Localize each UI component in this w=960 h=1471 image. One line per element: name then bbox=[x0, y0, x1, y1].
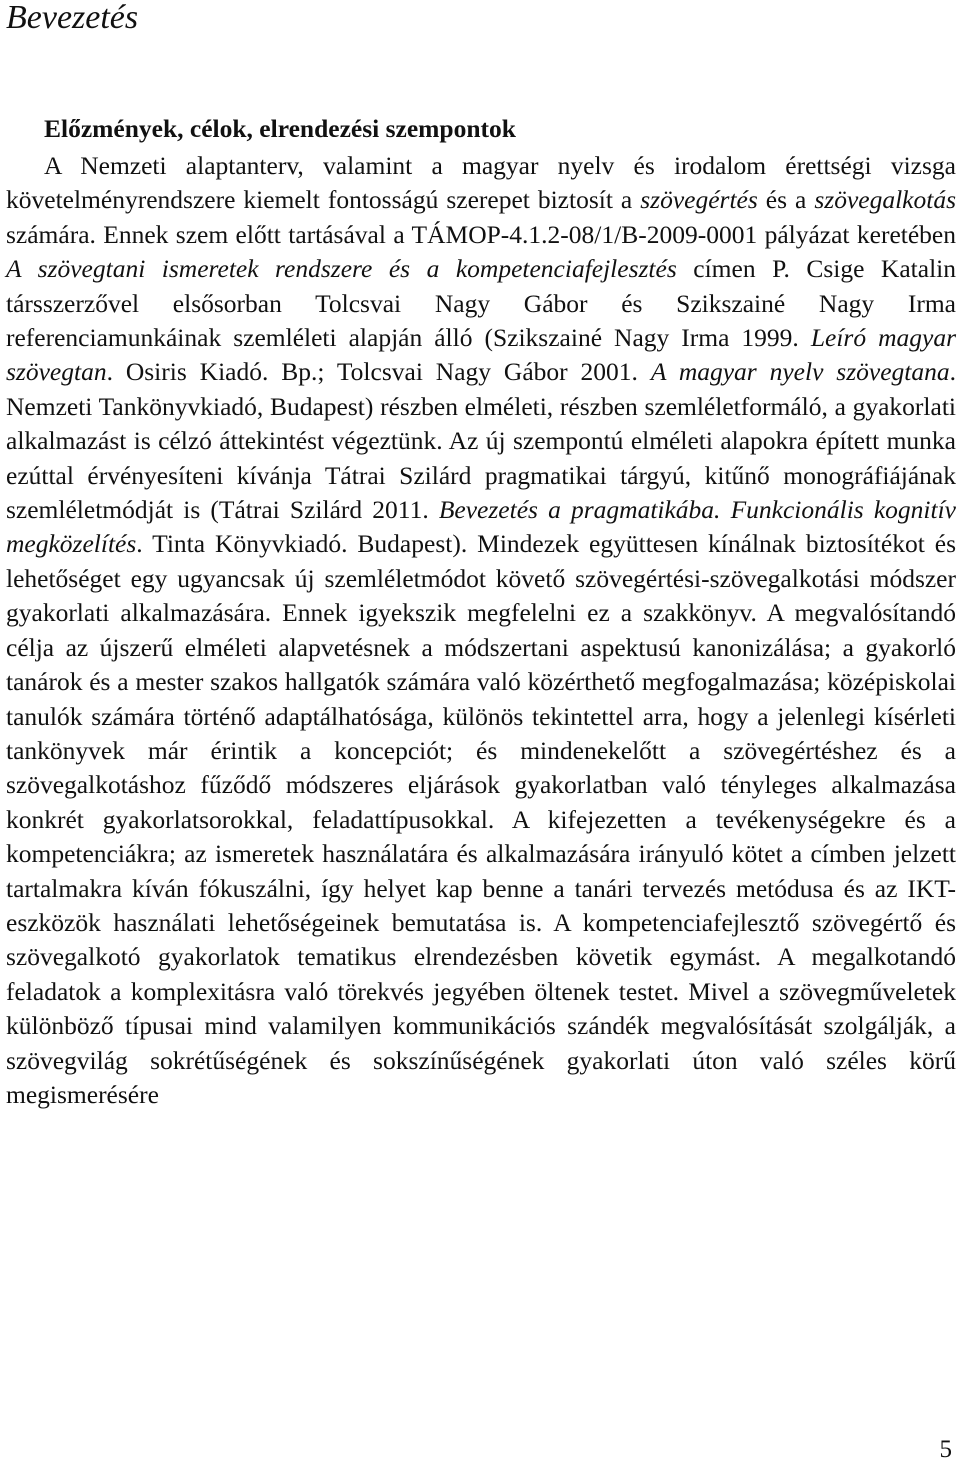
section-heading: Előzmények, célok, elrendezési szempontok bbox=[44, 114, 516, 143]
text-run: . Tinta Könyvkiadó. Budapest). Mindezek együttesen kínálnak biztosítékot és lehetőséget egy ugyancsak új szemléletmódot követő szövegértési-szövegalkotási módszer gyakorlati alkalmazására. Ennek igyekszik megfelelni ez a szakkönyv. A megvalósítandó célja az újszerű elméleti alapvetésnek a módszertani aspektusú kanonizálása; a gyakorló tanárok és a mester szakos hallgatók számára való közérthető megfogalmazása; középiskolai tanulók számára történő adaptálhatósága, különös tekintettel arra, hogy a jelenlegi kísérleti tankönyvek már érintik a koncepciót; és mindenekelőtt a szövegértéshez és a szövegalkotáshoz fűződő módszeres eljárások gyakorlatban való tényleges alkalmazása konkrét gyakorlatsorokkal, feladattípusokkal. A kifejezetten a tevékenységekre és a kompetenciákra; az ismeretek használatára és alkalmazására irányuló kötet a címben jelzett tartalmakra kíván fókuszálni, így helyet kap benne a tanári tervezés metódusa és az IKT-eszközök használati lehetőségeinek bemutatása is. A kompetenciafejlesztő szövegértő és szövegalkotó gyakorlatok tematikus elrendezésben követik egymást. A megalkotandó feladatok a komplexitásra való törekvés jegyében öltenek testet. Mivel a szövegműveletek különböző típusai mind valamilyen kommunikációs szándék megvalósítását szolgálják, a szövegvilág sokrétűségének és sokszínűségének gyakorlati úton való széles körű megismerésére bbox=[6, 529, 956, 1109]
italic-text-run: A szövegtani ismeretek rendszere és a kompetenciafejlesztés bbox=[6, 254, 677, 284]
text-run: számára. Ennek szem előtt tartásával a TÁMOP-4.1.2-08/1/B-2009-0001 pályázat keretében bbox=[6, 219, 956, 249]
text-run: címen P. Csige Katalin társszerzővel elsősorban Tolcsvai Nagy Gábor és Szikszainé Nagy Irma referenciamunkáinak szemléleti alapján álló (Szikszainé Nagy Irma 1999. bbox=[6, 254, 956, 353]
text-run: . Nemzeti Tankönyvkiadó, Budapest) részben elméleti, részben szemléletformáló, a gyakorlati alkalmazást is célzó áttekintést végeztünk. Az új szempontú elméleti alapokra épített munka ezúttal érvényesíteni kívánja Tátrai Szilárd pragmatikai tárgyú, kitűnő monográfiájának szemléletmódját is (Tátrai Szilárd 2011. bbox=[6, 357, 956, 525]
italic-text-run: szövegalkotás bbox=[814, 185, 956, 215]
italic-text-run: Bevezetés a pragmatikába. Funkcionális kognitív megközelítés bbox=[6, 495, 956, 559]
page-number: 5 bbox=[939, 1436, 952, 1463]
text-run: A Nemzeti alaptanterv, valamint a magyar nyelv és irodalom érettségi vizsga követelményrendszere kiemelt fontosságú szerepet biztosít a bbox=[6, 151, 956, 215]
body-paragraph bbox=[6, 149, 956, 1112]
text-run: és a bbox=[757, 185, 815, 215]
text-run: . Osiris Kiadó. Bp.; Tolcsvai Nagy Gábor 2001. bbox=[106, 357, 651, 387]
chapter-title: Bevezetés bbox=[6, 0, 139, 36]
italic-text-run: Leíró magyar szövegtan bbox=[6, 323, 956, 387]
italic-text-run: szövegértés bbox=[640, 185, 758, 215]
italic-text-run: A magyar nyelv szövegtana bbox=[650, 357, 950, 387]
